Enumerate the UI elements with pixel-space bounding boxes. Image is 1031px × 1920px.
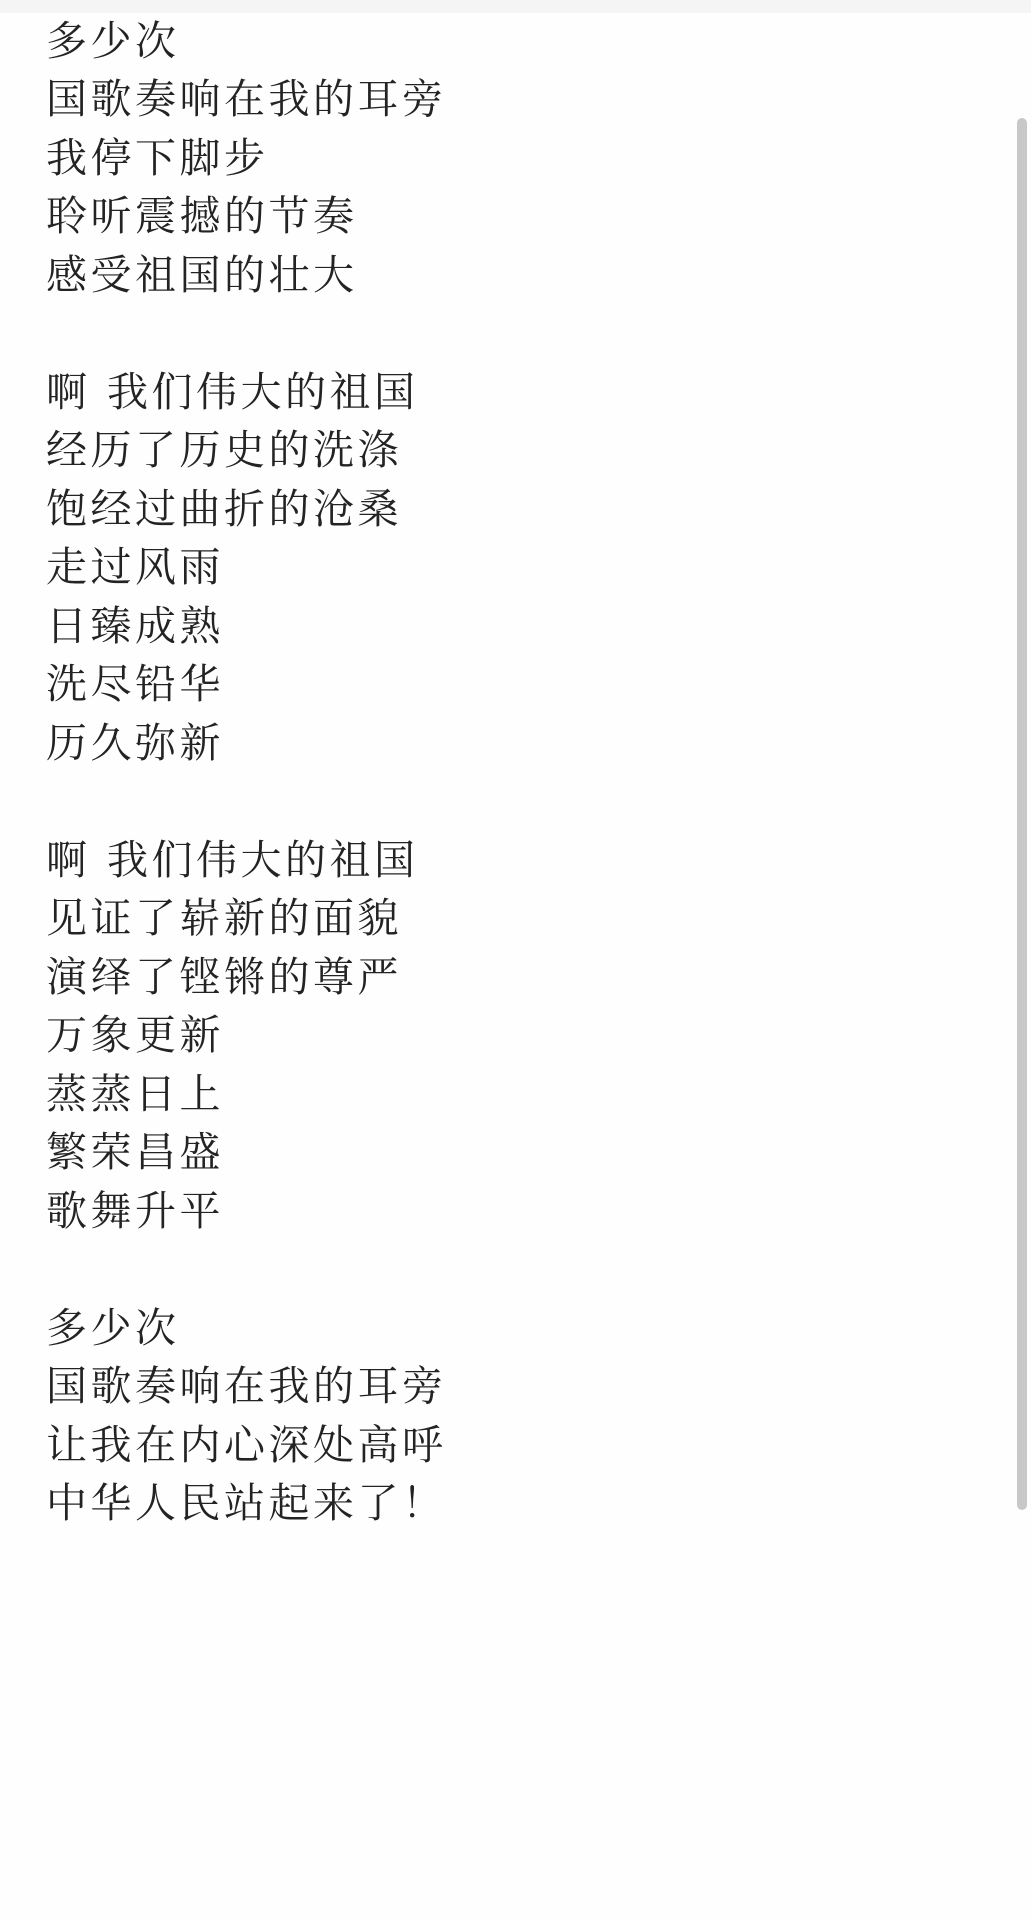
poem-line: 歌舞升平	[46, 1186, 224, 1235]
poem-line: 感受祖国的壮大	[46, 250, 358, 299]
poem-line: 历久弥新	[46, 718, 224, 767]
stanza	[46, 1295, 971, 1529]
poem-line: 中华人民站起来了！	[46, 1479, 447, 1528]
poem-line: 洗尽铅华	[46, 660, 224, 709]
poem-line: 日臻成熟	[46, 601, 224, 650]
lyrics-document	[46, 8, 971, 1529]
poem-line: 我停下脚步	[46, 133, 269, 182]
poem-line: 繁荣昌盛	[46, 1128, 224, 1177]
poem-line: 聆听震撼的节奏	[46, 192, 358, 241]
poem-line: 国歌奏响在我的耳旁	[46, 75, 447, 124]
poem-line: 经历了历史的洗涤	[46, 426, 402, 475]
poem-line: 蒸蒸日上	[46, 1069, 224, 1118]
poem-line: 多少次	[46, 16, 180, 65]
poem-line: 万象更新	[46, 1011, 224, 1060]
scrollbar-thumb[interactable]	[1017, 118, 1027, 1510]
poem-line: 走过风雨	[46, 543, 224, 592]
poem-line: 国歌奏响在我的耳旁	[46, 1362, 447, 1411]
stanza	[46, 8, 971, 301]
poem-line: 让我在内心深处高呼	[46, 1420, 447, 1469]
poem-line: 啊 我们伟大的祖国	[46, 835, 419, 884]
poem-line: 饱经过曲折的沧桑	[46, 484, 402, 533]
stanza	[46, 827, 971, 1237]
poem-line: 啊 我们伟大的祖国	[46, 367, 419, 416]
poem-line: 多少次	[46, 1303, 180, 1352]
poem-line: 演绎了铿锵的尊严	[46, 952, 402, 1001]
poem-line: 见证了崭新的面貌	[46, 894, 402, 943]
stanza	[46, 359, 971, 769]
